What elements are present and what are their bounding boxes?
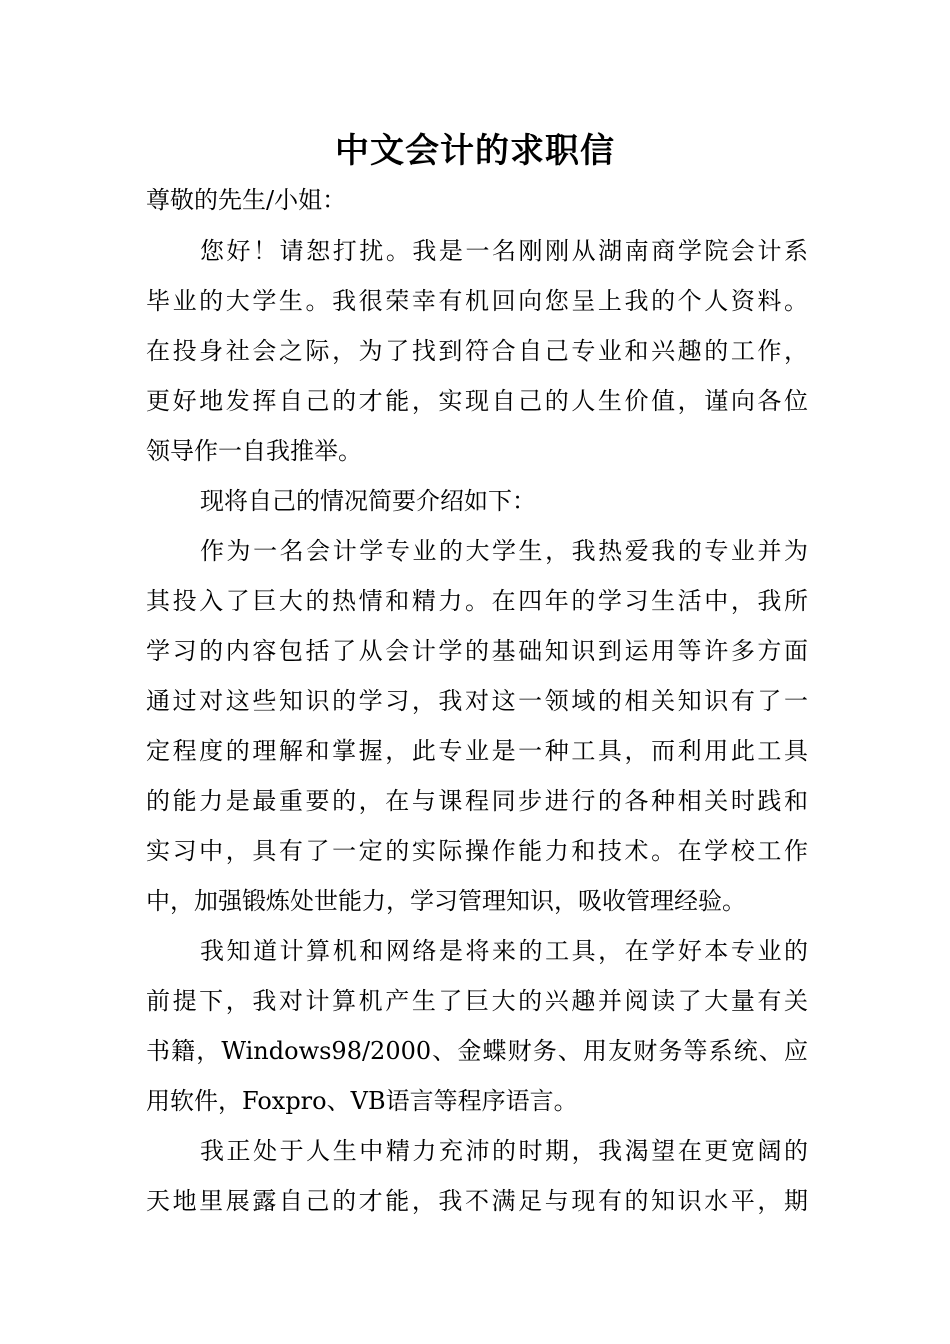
text-line: 其投入了巨大的热情和精力。在四年的学习生活中，我所 (146, 587, 808, 615)
text-line: 的能力是最重要的，在与课程同步进行的各种相关时践和 (146, 787, 808, 815)
text-line: 中，加强锻炼处世能力，学习管理知识，吸收管理经验。 (146, 887, 746, 915)
paragraph (146, 476, 808, 526)
salutation: 尊敬的先生/小姐： (146, 186, 347, 214)
text-line: 定程度的理解和掌握，此专业是一种工具，而利用此工具 (146, 737, 808, 765)
document-body (146, 226, 808, 1226)
text-line: 天地里展露自己的才能，我不满足与现有的知识水平，期 (146, 1187, 808, 1215)
text-line: 领导作一自我推举。 (146, 437, 362, 465)
text-line: 在投身社会之际，为了找到符合自己专业和兴趣的工作， (146, 337, 808, 365)
text-line: 您好！请恕打扰。我是一名刚刚从湖南商学院会计系 (200, 237, 808, 265)
paragraph (146, 226, 808, 476)
text-line: 现将自己的情况简要介绍如下： (200, 487, 536, 515)
text-line: 更好地发挥自己的才能，实现自己的人生价值，谨向各位 (146, 387, 808, 415)
text-line: 我正处于人生中精力充沛的时期，我渴望在更宽阔的 (200, 1137, 808, 1165)
paragraph (146, 926, 808, 1126)
text-line: 书籍，Windows98/2000、金蝶财务、用友财务等系统、应 (146, 1037, 808, 1065)
text-line: 前提下，我对计算机产生了巨大的兴趣并阅读了大量有关 (146, 987, 808, 1015)
text-line: 毕业的大学生。我很荣幸有机回向您呈上我的个人资料。 (146, 287, 808, 315)
paragraph (146, 526, 808, 926)
text-line: 我知道计算机和网络是将来的工具，在学好本专业的 (200, 937, 808, 965)
document-title: 中文会计的求职信 (335, 131, 615, 171)
text-line: 通过对这些知识的学习，我对这一领域的相关知识有了一 (146, 687, 808, 715)
text-line: 实习中，具有了一定的实际操作能力和技术。在学校工作 (146, 837, 808, 865)
text-line: 学习的内容包括了从会计学的基础知识到运用等许多方面 (146, 637, 808, 665)
paragraph (146, 1126, 808, 1226)
text-line: 作为一名会计学专业的大学生，我热爱我的专业并为 (200, 537, 808, 565)
text-line: 用软件，Foxpro、VB语言等程序语言。 (146, 1087, 578, 1115)
